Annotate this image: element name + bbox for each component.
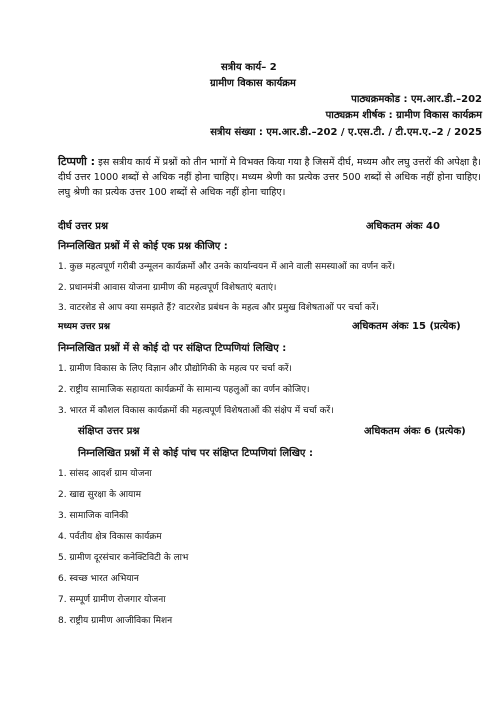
short-question-2: 2. खाद्य सुरक्षा के आयाम xyxy=(58,490,141,500)
medium-question-2: 2. राष्ट्रीय सामाजिक सहायता कार्यक्रमों के सामान्य पहलुओं का वर्णन कोजिए। xyxy=(58,385,310,395)
short-question-3: 3. सामाजिक वानिकी xyxy=(58,511,129,521)
programme-heading: ग्रामीण विकास कार्यक्रम xyxy=(210,78,296,89)
long-question-1: 1. कुछ महत्वपूर्ण गरीबी उन्मूलन कार्यक्रमों और उनके कार्यान्वयन में आने वाली समस्याओं का वर्णन करें। xyxy=(58,262,396,272)
section-long-title: दीर्घ उत्तर प्रश्न xyxy=(58,221,109,232)
note-text: इस सत्रीय कार्य में प्रश्नों को तीन भागों मे विभक्त किया गया है जिसमें दीर्घ, मध्यम और लघु उत्तरों की अपेक्षा है। दीर्घ उत्तर 1000 शब्दों से अधिक नहीं होना चाहिए। मध्यम श्रेणी का प्रत्येक उत्तर 500 शब्दों से अधिक नहीं होना चाहिए। लघु श्रेणी का प्रत्येक उत्तर 100 शब्दों से अधिक नहीं होना चाहिए। xyxy=(58,157,481,198)
short-question-7: 7. सम्पूर्ण ग्रामीण रोजगार योजना xyxy=(58,595,166,605)
note-label: टिप्पणी : xyxy=(58,155,96,168)
section-short-marks: अधिकतम अंकः 6 (प्रत्येक) xyxy=(364,426,466,437)
short-question-8: 8. राष्ट्रीय ग्रामीण आजीविका मिशन xyxy=(58,616,173,626)
long-question-3: 3. वाटरशेड से आप क्या समझते हैं? वाटरशेड प्रबंधन के महत्व और प्रमुख विशेषताओं पर चर्चा करें। xyxy=(58,303,379,313)
section-short-instruction: निम्नलिखित प्रश्नों में से कोई पांच पर संक्षिप्त टिप्पणियां लिखिए : xyxy=(78,448,313,459)
short-question-5: 5. ग्रामीण दूरसंचार कनेक्टिविटी के लाभ xyxy=(58,553,189,563)
long-question-2: 2. प्रधानमंत्री आवास योजना ग्रामीण की महत्वपूर्ण विशेषताएं बताएं। xyxy=(58,283,277,293)
assignment-heading: सत्रीय कार्य– 2 xyxy=(221,62,277,73)
section-short-title: संक्षिप्त उत्तर प्रश्न xyxy=(78,426,140,437)
medium-question-3: 3. भारत में कौशल विकास कार्यक्रमों की महत्वपूर्ण विशेषताओं की संक्षेप में चर्चा करें। xyxy=(58,406,334,416)
course-title: पाठ्यक्रम शीर्षक : ग्रामीण विकास कार्यक्रम xyxy=(325,110,482,121)
section-medium-instruction: निम्नलिखित प्रश्नों में से कोई दो पर संक्षिप्त टिप्पणियां लिखिए : xyxy=(58,343,287,354)
course-code: पाठ्यक्रमकोड : एम.आर.डी.–202 xyxy=(351,94,482,105)
section-long-instruction: निम्नलिखित प्रश्नों में से कोई एक प्रश्न कीजिए : xyxy=(58,241,228,252)
medium-question-1: 1. ग्रामीण विकास के लिए विज्ञान और प्रौद्योगिकी के महत्व पर चर्चा करें। xyxy=(58,364,292,374)
short-question-6: 6. स्वच्छ भारत अभियान xyxy=(58,574,139,584)
assignment-number: सत्रीय संख्या : एम.आर.डी.–202 / ए.एस.टी. / टी.एम.ए.–2 / 2025 xyxy=(210,127,482,138)
short-question-1: 1. सांसद आदर्श ग्राम योजना xyxy=(58,469,152,479)
section-medium-marks: अधिकतम अंकः 15 (प्रत्येक) xyxy=(352,321,461,332)
short-question-4: 4. पर्वतीय क्षेत्र विकास कार्यक्रम xyxy=(58,532,162,542)
section-medium-title: मध्यम उत्तर प्रश्न xyxy=(58,322,110,332)
note-paragraph xyxy=(58,154,481,200)
section-long-marks: अधिकतम अंकः 40 xyxy=(366,221,440,232)
